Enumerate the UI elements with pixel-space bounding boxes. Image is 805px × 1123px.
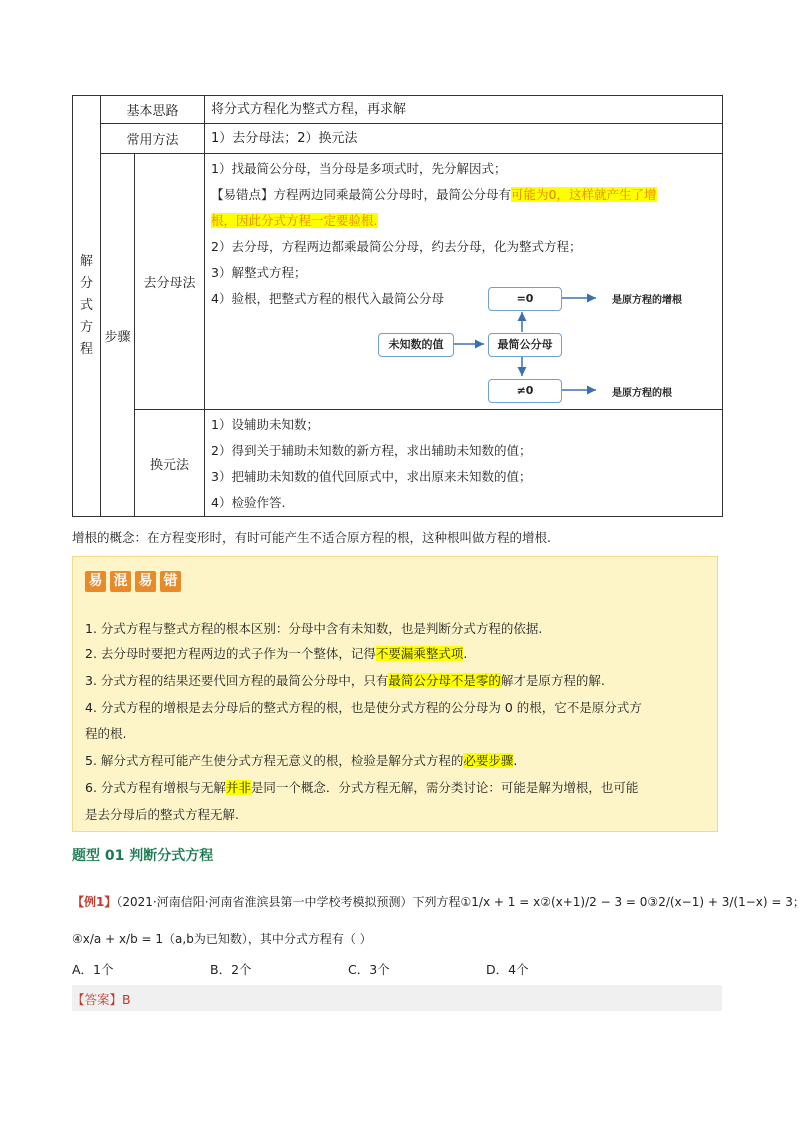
root-label: 是原方程的根 bbox=[612, 388, 672, 399]
tag-char: 混 bbox=[110, 571, 131, 592]
tag-char: 易 bbox=[85, 571, 106, 592]
mistake-item: 6. 分式方程有增根与无解并非是同一个概念．分式方程无解，需分类讨论：可能是解为增根，也可能 bbox=[85, 780, 639, 795]
side-char: 式 bbox=[79, 298, 93, 313]
answer-label: 【答案】B bbox=[72, 992, 131, 1007]
circled-num: ② bbox=[540, 895, 551, 909]
circled-num: ③ bbox=[647, 895, 659, 909]
mistake-item-cont: 是去分母后的整式方程无解. bbox=[85, 807, 239, 822]
equation-3: 2/(x−1) + 3/(1−x) = 3 bbox=[658, 895, 793, 909]
side-char: 分 bbox=[79, 276, 93, 291]
equation-1: 1/x + 1 = x bbox=[471, 895, 541, 909]
option-d: D．4个 bbox=[486, 962, 529, 977]
circled-num: ① bbox=[460, 895, 472, 909]
method-label: 去分母法 bbox=[135, 154, 205, 410]
step-line: 3）解整式方程； bbox=[211, 265, 307, 280]
example-source: （2021·河南信阳·河南省淮滨县第一中学校考模拟预测）下列方程 bbox=[116, 895, 461, 909]
mistake-item: 2. 去分母时要把方程两边的式子作为一个整体，记得不要漏乘整式项. bbox=[85, 646, 468, 661]
error-point-cont bbox=[211, 208, 716, 234]
step-line: 4）检验作答. bbox=[211, 495, 286, 510]
equation-4: x/a + x/b = 1 bbox=[82, 932, 164, 946]
error-point-line bbox=[211, 182, 716, 208]
method-label: 换元法 bbox=[135, 410, 205, 517]
mistake-item-cont: 程的根. bbox=[85, 726, 127, 741]
mistake-item: 5. 解分式方程可能产生使分式方程无意义的根，检验是解分式方程的必要步骤. bbox=[85, 753, 518, 768]
extraneous-root-label: 是原方程的增根 bbox=[612, 295, 682, 306]
answer-value: B bbox=[122, 992, 131, 1007]
side-char: 方 bbox=[79, 320, 93, 335]
lcd-box: 最简公分母 bbox=[488, 333, 562, 357]
step-line: 2）得到关于辅助未知数的新方程，求出辅助未知数的值； bbox=[211, 443, 532, 458]
section-title: 题型 01 判断分式方程 bbox=[72, 848, 214, 864]
equation-2: (x+1)/2 − 3 = 0 bbox=[550, 895, 648, 909]
error-highlight-2: 根，因此分式方程一定要验根. bbox=[211, 213, 378, 228]
steps-label: 步骤 bbox=[101, 154, 135, 517]
mistake-item: 4. 分式方程的增根是去分母后的整式方程的根，也是使分式方程的公分母为 0 的根，它不是原分式方 bbox=[85, 700, 642, 715]
tag-char: 错 bbox=[160, 571, 181, 592]
common-mistakes-panel bbox=[72, 556, 718, 832]
step-line: 1）找最简公分母，当分母是多项式时，先分解因式； bbox=[211, 161, 507, 176]
tag-char: 易 bbox=[135, 571, 156, 592]
option-a: A．1个 bbox=[72, 962, 114, 977]
circled-num: ④ bbox=[72, 932, 83, 946]
neq-zero-box: ≠0 bbox=[488, 379, 562, 403]
row-text: 将分式方程化为整式方程，再求解 bbox=[205, 96, 723, 124]
example-line-1: 【例1】（2021·河南信阳·河南省淮滨县第一中学校考模拟预测）下列方程①1/x + 1 = x②(x+1)/2 − 3 = 0③2/(x−1) + 3/(1−x) = 3； bbox=[72, 895, 805, 909]
row-text: 1）去分母法；2）换元法 bbox=[205, 124, 723, 154]
eq-zero-box: =0 bbox=[488, 287, 562, 311]
method2-content bbox=[205, 410, 723, 517]
mistake-item: 1. 分式方程与整式方程的根本区别：分母中含有未知数，也是判断分式方程的依据. bbox=[85, 621, 543, 636]
condition-text: （a,b为已知数），其中分式方程有（ ） bbox=[163, 932, 372, 946]
row-label: 常用方法 bbox=[101, 124, 205, 154]
step-line: 3）把辅助未知数的值代回原式中，求出原来未知数的值； bbox=[211, 469, 532, 484]
step-line: 1）设辅助未知数； bbox=[211, 417, 319, 432]
error-highlight: 可能为0，这样就产生了增 bbox=[511, 187, 657, 202]
step-line: 2）去分母，方程两边都乘最简公分母，约去分母，化为整式方程； bbox=[211, 239, 582, 254]
mistake-item: 3. 分式方程的结果还要代回方程的最简公分母中，只有最简公分母不是零的解才是原方程的解. bbox=[85, 673, 605, 688]
answer-bar bbox=[72, 985, 722, 1011]
extraneous-root-concept: 增根的概念：在方程变形时，有时可能产生不适合原方程的根，这种根叫做方程的增根. bbox=[72, 530, 551, 545]
side-char: 解 bbox=[79, 254, 93, 269]
row-label: 基本思路 bbox=[101, 96, 205, 124]
side-label bbox=[73, 96, 101, 517]
example-line-2 bbox=[72, 930, 372, 947]
error-prefix: 【易错点】方程两边同乘最简公分母时，最简公分母有 bbox=[211, 187, 512, 202]
option-b: B．2个 bbox=[210, 962, 252, 977]
unknown-value-box: 未知数的值 bbox=[378, 333, 454, 357]
step-line: 4）验根，把整式方程的根代入最简公分母 bbox=[211, 291, 444, 306]
option-c: C．3个 bbox=[348, 962, 390, 977]
example-tag: 【例1】 bbox=[72, 895, 117, 909]
side-char: 程 bbox=[79, 342, 93, 357]
